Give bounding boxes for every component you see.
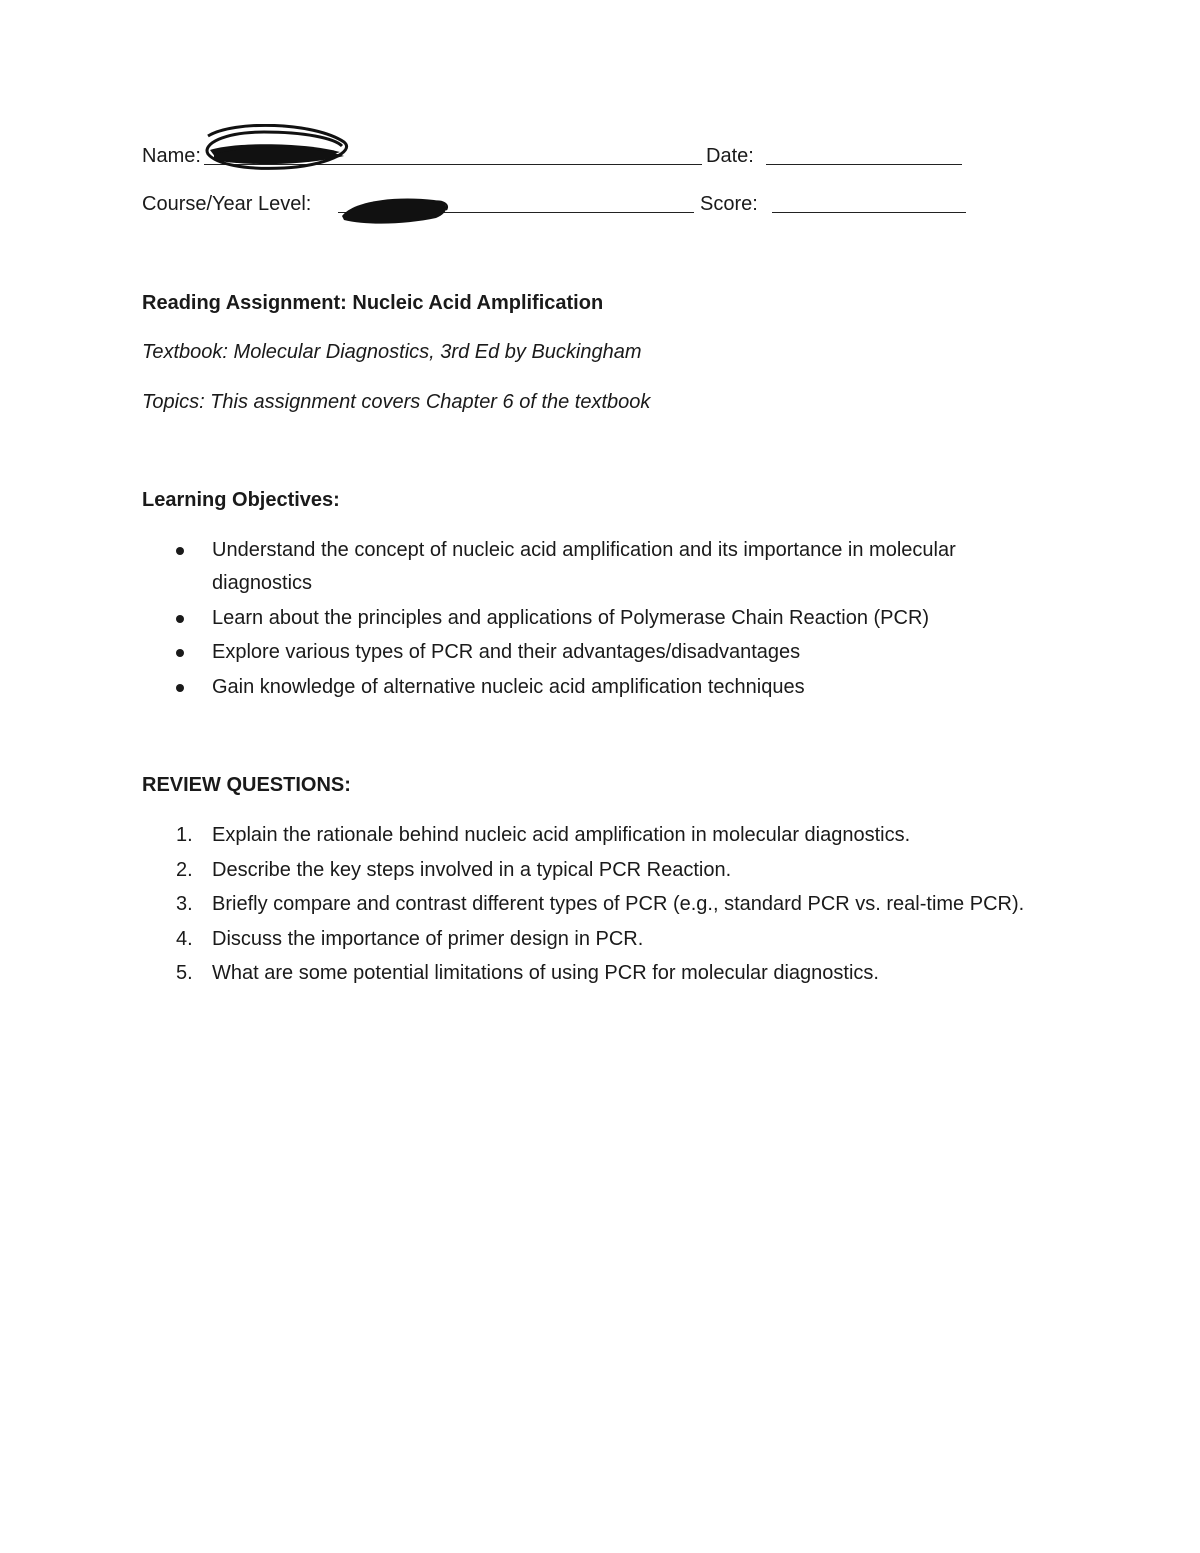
objective-item xyxy=(172,636,1052,669)
question-text: What are some potential limitations of using PCR for molecular diagnostics. xyxy=(212,962,879,984)
question-number: 4. xyxy=(176,927,193,950)
bullet-icon xyxy=(176,547,184,555)
score-field[interactable] xyxy=(772,212,966,213)
score-label: Score: xyxy=(700,193,758,215)
question-text: Describe the key steps involved in a typical PCR Reaction. xyxy=(212,858,732,881)
objectives-list xyxy=(172,534,1052,705)
assignment-title: Reading Assignment: Nucleic Acid Amplification xyxy=(142,292,604,314)
bullet-icon xyxy=(176,649,184,657)
objective-text: Learn about the principles and applications of Polymerase Chain Reaction (PCR) xyxy=(212,606,930,629)
date-field[interactable] xyxy=(766,164,962,165)
date-label: Date: xyxy=(706,145,754,167)
question-number: 2. xyxy=(176,858,193,881)
course-label: Course/Year Level: xyxy=(142,193,312,215)
question-text: Explain the rationale behind nucleic acid amplification in molecular diagnostics. xyxy=(212,824,911,846)
question-item xyxy=(172,957,1052,990)
redaction-scribble xyxy=(338,192,454,226)
question-number: 3. xyxy=(176,893,193,915)
question-item xyxy=(172,819,1052,852)
review-questions-list xyxy=(172,819,1052,992)
name-label: Name: xyxy=(142,145,201,167)
objective-item xyxy=(172,671,1052,704)
objective-item xyxy=(172,602,1052,635)
question-number: 1. xyxy=(176,824,193,846)
objective-text: Gain knowledge of alternative nucleic acid amplification techniques xyxy=(212,675,805,698)
bullet-icon xyxy=(176,684,184,692)
question-text: Discuss the importance of primer design in PCR. xyxy=(212,927,644,950)
objective-item xyxy=(172,534,1052,600)
question-number: 5. xyxy=(176,962,193,984)
review-heading: REVIEW QUESTIONS: xyxy=(142,774,351,796)
question-item xyxy=(172,854,1052,887)
objective-text: Understand the concept of nucleic acid amplification and its importance in molecular diagnostics xyxy=(212,539,956,594)
redaction-scribble xyxy=(194,124,354,174)
bullet-icon xyxy=(176,615,184,623)
question-item xyxy=(172,923,1052,956)
topics-line: Topics: This assignment covers Chapter 6 of the textbook xyxy=(142,391,651,413)
objective-text: Explore various types of PCR and their advantages/disadvantages xyxy=(212,641,801,663)
textbook-line: Textbook: Molecular Diagnostics, 3rd Ed by Buckingham xyxy=(142,341,642,363)
question-text: Briefly compare and contrast different types of PCR (e.g., standard PCR vs. real-time PCR). xyxy=(212,893,1025,915)
question-item xyxy=(172,888,1052,921)
objectives-heading: Learning Objectives: xyxy=(142,489,340,511)
